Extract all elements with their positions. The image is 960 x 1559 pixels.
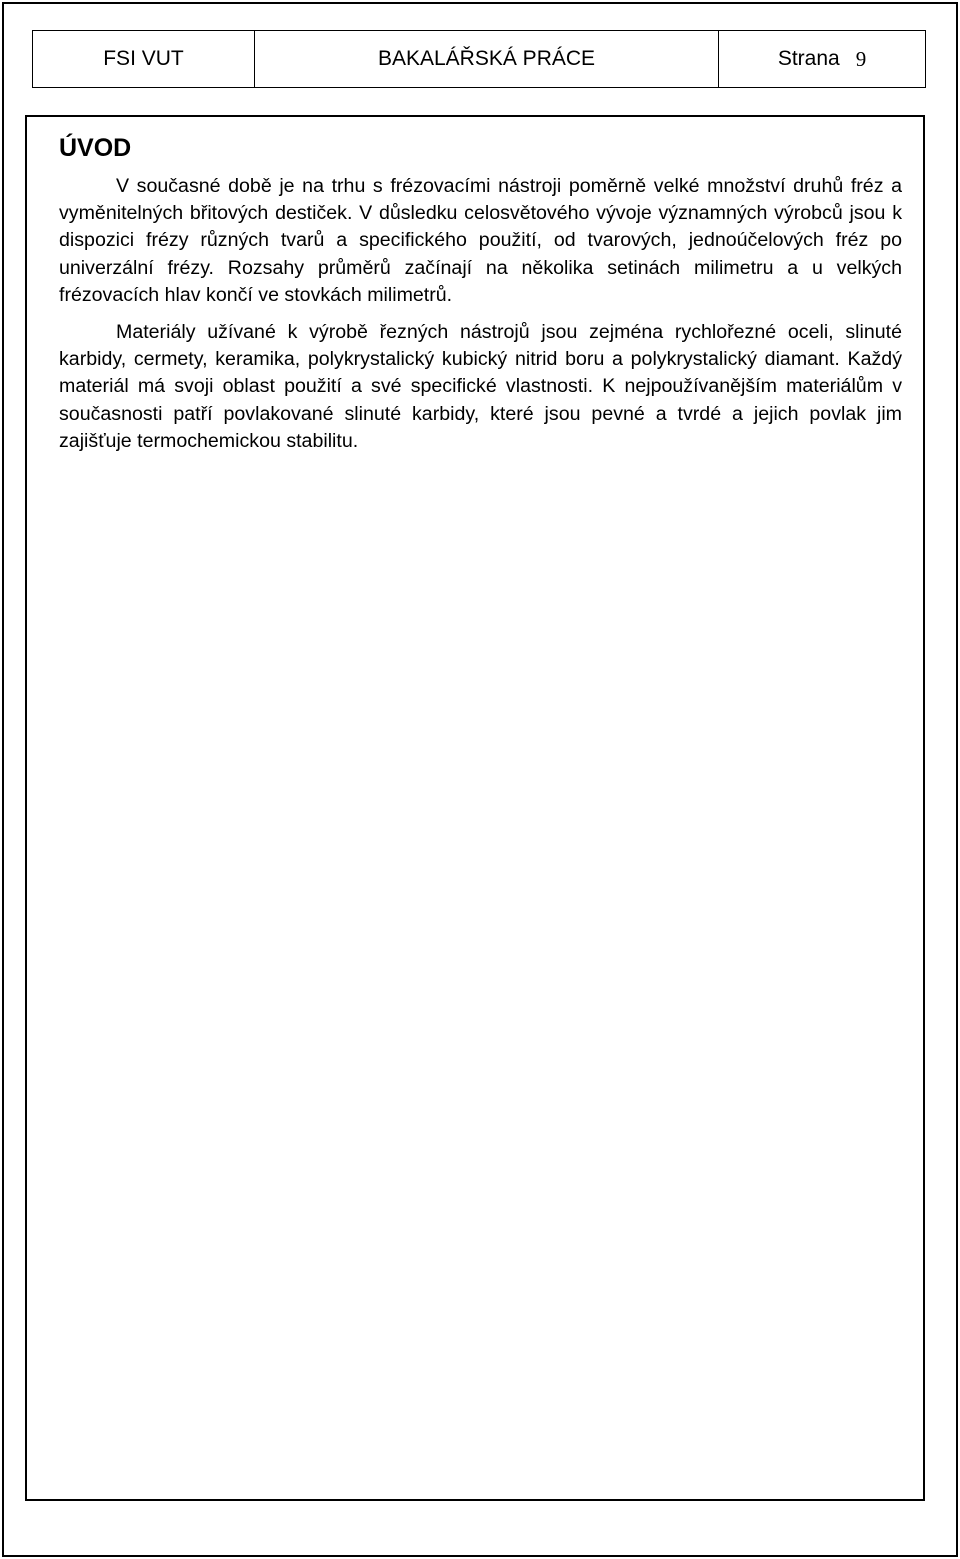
page-number: 9 <box>855 46 867 71</box>
section-title: ÚVOD <box>59 134 132 162</box>
paragraph: Materiály užívané k výrobě řezných nástrojů jsou zejména rychlořezné oceli, slinuté karbidy, cermety, keramika, polykrystalický kubický nitrid boru a polykrystalický diamant. Každý materiál má svoji oblast použití a své specifické vlastnosti. K nejpoužívanějším materiálům v současnosti patří povlakované slinuté karbidy, které jsou pevné a tvrdé a jejich povlak jim zajišťuje termochemickou stabilitu. <box>59 321 902 452</box>
page-header <box>32 30 926 88</box>
page-label: Strana <box>777 47 840 70</box>
header-institution <box>33 31 255 87</box>
header-document-type <box>255 31 719 87</box>
content-box <box>25 115 925 1501</box>
document-type-text: BAKALÁŘSKÁ PRÁCE <box>377 47 596 70</box>
content-body <box>59 131 902 455</box>
paragraph: V současné době je na trhu s frézovacími nástroji poměrně velké množství druhů fréz a vyměnitelných břitových destiček. V důsledku celosvětového vývoje významných výrobců jsou k dispozici frézy různých tvarů a specifického použití, od tvarových, jednoúčelových fréz po univerzální frézy. Rozsahy průměrů začínají na několika setinách milimetru a u velkých frézovacích hlav končí ve stovkách milimetrů. <box>59 175 902 306</box>
header-page <box>719 31 925 87</box>
institution-text: FSI VUT <box>103 47 184 70</box>
